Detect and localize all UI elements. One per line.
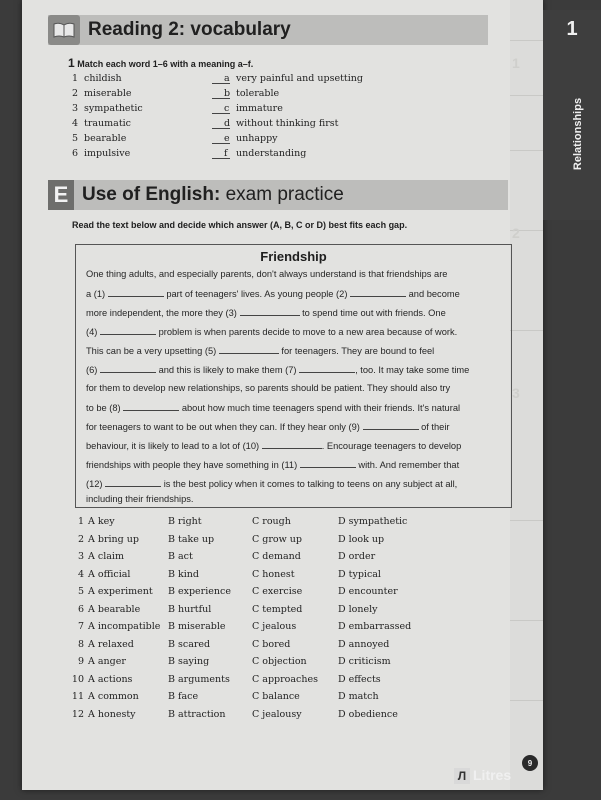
meaning-letter: e (224, 133, 230, 144)
meaning-text: unhappy (236, 133, 278, 144)
litres-watermark (454, 767, 511, 784)
option-c[interactable]: C bored (252, 638, 291, 650)
list-item (70, 103, 450, 118)
option-c[interactable]: C tempted (252, 603, 303, 615)
option-number: 10 (71, 673, 84, 685)
meaning-letter: d (224, 118, 231, 129)
open-book-icon (48, 15, 80, 45)
gap-1[interactable] (108, 288, 164, 297)
passage-line: This can be a very upsetting (5) for teenagers. They are bound to feel (86, 346, 435, 356)
use-of-english-title (82, 184, 344, 206)
option-a[interactable]: A honesty (88, 708, 136, 720)
option-a[interactable]: A common (88, 691, 139, 702)
gap-4[interactable] (100, 326, 156, 335)
option-a[interactable]: A actions (88, 673, 133, 685)
exercise-number: 1 (68, 56, 75, 70)
list-item (70, 118, 450, 133)
meaning-letter: b (224, 88, 231, 99)
option-b[interactable]: B hurtful (168, 603, 212, 615)
option-a[interactable]: A relaxed (88, 638, 134, 650)
option-a[interactable]: A bearable (88, 603, 141, 615)
passage-line: a (1) part of teenagers' lives. As young people (2) and become (86, 289, 460, 299)
meaning-text: understanding (236, 148, 307, 159)
table-row (68, 691, 488, 708)
option-b[interactable]: B saying (168, 656, 210, 667)
item-number: 1 (72, 73, 79, 84)
passage-line: for them to develop new relationships, so parents should be patient. They should also try (86, 383, 451, 393)
option-a[interactable]: A claim (88, 551, 124, 562)
table-row (68, 604, 488, 621)
option-a[interactable]: A official (88, 568, 131, 580)
option-a[interactable]: A anger (88, 656, 126, 667)
meaning-text: without thinking first (236, 118, 339, 129)
option-b[interactable]: B experience (168, 586, 231, 597)
title-bold: Use of English: (82, 184, 221, 205)
option-d[interactable]: D order (338, 551, 376, 562)
table-row (68, 674, 488, 691)
option-number: 11 (71, 691, 84, 702)
option-b[interactable]: B kind (168, 568, 199, 580)
table-row (68, 534, 488, 551)
option-b[interactable]: B face (168, 691, 199, 702)
option-number: 9 (77, 656, 84, 667)
gap-10[interactable] (262, 440, 322, 449)
option-a[interactable]: A incompatible (88, 621, 161, 632)
option-d[interactable]: D obedience (338, 708, 398, 720)
option-number: 4 (77, 568, 84, 580)
option-d[interactable]: D effects (338, 673, 381, 685)
title-rest: exam practice (220, 184, 344, 205)
item-word: childish (84, 73, 122, 84)
option-c[interactable]: C approaches (252, 673, 318, 685)
gap-11[interactable] (300, 459, 356, 468)
passage-box (75, 244, 512, 508)
gap-9[interactable] (363, 421, 419, 430)
passage-line: more independent, the more they (3) to spend time out with friends. One (86, 308, 446, 318)
item-word: traumatic (84, 118, 131, 129)
reading-banner (48, 15, 488, 45)
table-row (68, 656, 488, 673)
passage-line: (4) problem is when parents decide to move to a new area because of work. (86, 327, 458, 337)
meaning-letter: c (224, 103, 230, 114)
gap-3[interactable] (240, 307, 300, 316)
option-b[interactable]: B miserable (168, 621, 226, 632)
option-c[interactable]: C rough (252, 516, 291, 527)
option-b[interactable]: B arguments (168, 673, 230, 685)
passage-line: to be (8) about how much time teenagers spend with their friends. It's natural (86, 403, 461, 413)
passage-line: including their friendships. (86, 494, 194, 504)
meaning-text: very painful and upsetting (236, 73, 363, 84)
option-a[interactable]: A key (88, 516, 115, 527)
meaning-text: tolerable (236, 88, 280, 99)
item-number: 2 (72, 88, 79, 99)
section-letter: E (48, 180, 74, 210)
chapter-label: Relationships (572, 97, 584, 171)
item-number: 6 (72, 148, 79, 159)
passage-line: One thing adults, and especially parents, don't always understand is that friendships are (86, 269, 448, 279)
list-item (70, 88, 450, 103)
option-d[interactable]: D embarrassed (338, 621, 412, 632)
table-row (68, 621, 488, 638)
option-c[interactable]: C grow up (252, 533, 302, 545)
option-number: 1 (77, 516, 84, 527)
page-number: 9 (522, 755, 538, 771)
gap-8[interactable] (123, 402, 179, 411)
table-row (68, 516, 488, 533)
list-item (70, 148, 450, 163)
meaning-text: immature (236, 103, 283, 114)
option-d[interactable]: D criticism (338, 656, 391, 667)
table-row (68, 639, 488, 656)
option-b[interactable]: B take up (168, 533, 215, 545)
passage-title: Friendship (260, 249, 327, 264)
option-d[interactable]: D look up (338, 533, 385, 545)
passage-line: (12) is the best policy when it comes to talking to teens on any subject at all, (86, 479, 458, 489)
passage-line: behaviour, it is likely to lead to a lot of (10) . Encourage teenagers to develop (86, 441, 462, 451)
option-number: 8 (77, 638, 84, 650)
option-a[interactable]: A bring up (88, 533, 139, 545)
passage-line: (6) and this is likely to make them (7) , too. It may take some time (86, 365, 470, 375)
gap-5[interactable] (219, 345, 279, 354)
option-number: 5 (77, 586, 84, 597)
gap-6[interactable] (100, 364, 156, 373)
use-of-english-banner (48, 180, 508, 210)
passage-line: friendships with people they have something in (11) with. And remember that (86, 460, 460, 470)
chapter-tab (543, 10, 601, 220)
option-b[interactable]: B attraction (168, 708, 226, 720)
reading-title: Reading 2: vocabulary (88, 19, 291, 40)
item-word: miserable (84, 88, 132, 99)
list-item (70, 133, 450, 148)
option-c[interactable]: C demand (252, 551, 301, 562)
reading-instruction (68, 56, 253, 70)
option-d[interactable]: D encounter (338, 586, 398, 597)
option-number: 2 (77, 533, 84, 545)
option-number: 12 (71, 708, 84, 720)
gap-2[interactable] (350, 288, 406, 297)
option-d[interactable]: D annoyed (338, 638, 390, 650)
option-b[interactable]: B act (168, 551, 193, 562)
option-d[interactable]: D sympathetic (338, 516, 408, 527)
option-c[interactable]: C objection (252, 656, 307, 667)
option-b[interactable]: B scared (168, 638, 211, 650)
instruction-text: Match each word 1–6 with a meaning a–f. (77, 59, 254, 69)
option-c[interactable]: C jealous (252, 621, 297, 632)
item-number: 4 (72, 118, 79, 129)
use-of-english-instruction: Read the text below and decide which answer (A, B, C or D) best fits each gap. (72, 220, 408, 230)
option-a[interactable]: A experiment (88, 586, 153, 597)
option-c[interactable]: C exercise (252, 586, 303, 597)
bleed-through-edge: 1 2 3 (510, 0, 543, 790)
gap-7[interactable] (299, 364, 355, 373)
option-d[interactable]: D match (338, 691, 379, 702)
option-b[interactable]: B right (168, 516, 202, 527)
list-item (70, 73, 450, 88)
option-d[interactable]: D lonely (338, 603, 378, 615)
table-row (68, 569, 488, 586)
item-word: sympathetic (84, 103, 143, 114)
item-word: impulsive (84, 148, 131, 159)
option-c[interactable]: C balance (252, 691, 300, 702)
meaning-letter: a (224, 73, 230, 84)
watermark-text: Litres (473, 767, 512, 783)
item-number: 3 (72, 103, 79, 114)
meaning-letter: f (224, 148, 228, 159)
option-number: 3 (77, 551, 84, 562)
table-row (68, 586, 488, 603)
watermark-badge: Л (454, 768, 470, 784)
option-c[interactable]: C jealousy (252, 708, 302, 720)
option-number: 7 (77, 621, 84, 632)
item-word: bearable (84, 133, 127, 144)
table-row (68, 551, 488, 568)
item-number: 5 (72, 133, 79, 144)
gap-12[interactable] (105, 478, 161, 487)
passage-line: for teenagers to want to be out when they can. If they hear only (9) of their (86, 422, 450, 432)
table-row (68, 709, 488, 726)
chapter-number: 1 (566, 18, 578, 40)
option-d[interactable]: D typical (338, 568, 381, 580)
option-c[interactable]: C honest (252, 568, 295, 580)
option-number: 6 (77, 603, 84, 615)
